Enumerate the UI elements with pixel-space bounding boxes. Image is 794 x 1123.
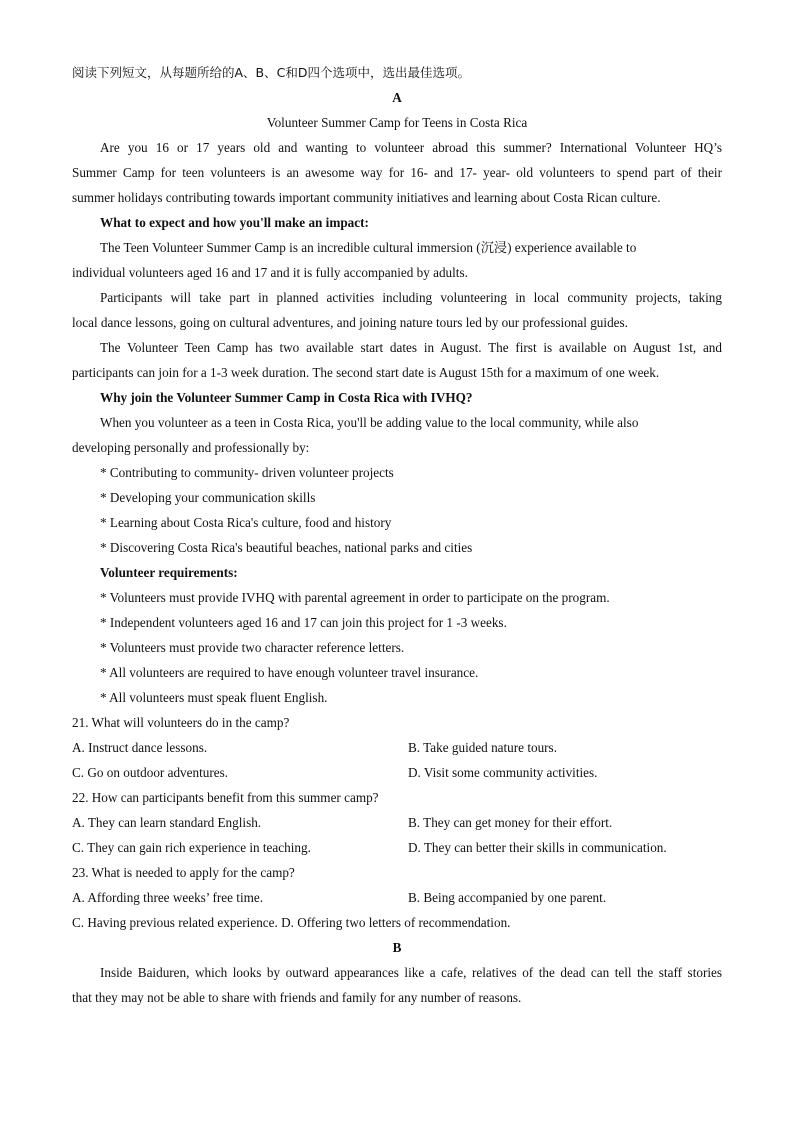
option-b: B. They can get money for their effort. (408, 815, 613, 830)
why-paragraph (72, 410, 722, 460)
heading-expect: What to expect and how you'll make an impact: (100, 215, 369, 230)
paragraph-line: developing personally and professionally by: (72, 440, 310, 455)
option-d: D. Visit some community activities. (408, 765, 598, 780)
expect-paragraph-1 (72, 235, 722, 285)
question-stem: 23. What is needed to apply for the camp? (72, 865, 295, 880)
bullet-item: * Developing your communication skills (100, 490, 316, 505)
heading-why: Why join the Volunteer Summer Camp in Costa Rica with IVHQ? (100, 390, 473, 405)
question-21 (72, 710, 722, 785)
requirement-item: * All volunteers are required to have enough volunteer travel insurance. (100, 665, 479, 680)
instruction: 阅读下列短文，从每题所给的A、B、C和D四个选项中，选出最佳选项。 (72, 65, 470, 80)
requirement-item: * Independent volunteers aged 16 and 17 can join this project for 1 -3 weeks. (100, 615, 507, 630)
options-c-d: C. Having previous related experience. D. Offering two letters of recommendation. (72, 915, 511, 930)
paragraph-line: The Volunteer Teen Camp has two available start dates in August. The first is available on August 1st, and (100, 340, 722, 355)
option-a: A. Affording three weeks’ free time. (72, 890, 264, 905)
passage-a-title: Volunteer Summer Camp for Teens in Costa Rica (266, 115, 528, 130)
question-23 (72, 860, 722, 935)
intro-line: Summer Camp for teen volunteers is an awesome way for 16- and 17- year- old volunteers to spend part of their (72, 165, 722, 180)
question-stem: 21. What will volunteers do in the camp? (72, 715, 290, 730)
paragraph-line: The Teen Volunteer Summer Camp is an incredible cultural immersion (沉浸) experience available to (100, 240, 637, 255)
bullet-item: * Discovering Costa Rica's beautiful beaches, national parks and cities (100, 540, 473, 555)
option-a: A. They can learn standard English. (72, 815, 262, 830)
option-a: A. Instruct dance lessons. (72, 740, 208, 755)
section-b-label: B (392, 940, 402, 955)
expect-paragraph-3 (72, 335, 722, 385)
paragraph-line: that they may not be able to share with friends and family for any number of reasons. (72, 990, 522, 1005)
option-d: D. They can better their skills in communication. (408, 840, 667, 855)
expect-paragraph-2 (72, 285, 722, 335)
option-c: C. They can gain rich experience in teaching. (72, 840, 311, 855)
intro-line: Are you 16 or 17 years old and wanting to volunteer abroad this summer? International Volunteer HQ’s (100, 140, 722, 155)
question-stem: 22. How can participants benefit from this summer camp? (72, 790, 379, 805)
option-b: B. Take guided nature tours. (408, 740, 557, 755)
document-page (72, 60, 722, 1010)
requirement-item: * Volunteers must provide two character reference letters. (100, 640, 405, 655)
question-22 (72, 785, 722, 860)
section-a-label: A (392, 90, 402, 105)
requirement-item: * Volunteers must provide IVHQ with parental agreement in order to participate on the program. (100, 590, 610, 605)
why-bullet-list (72, 460, 722, 560)
requirement-item: * All volunteers must speak fluent English. (100, 690, 328, 705)
heading-requirements: Volunteer requirements: (100, 565, 238, 580)
paragraph-line: local dance lessons, going on cultural adventures, and joining nature tours led by our professional guides. (72, 315, 628, 330)
option-b: B. Being accompanied by one parent. (408, 890, 607, 905)
paragraph-line: individual volunteers aged 16 and 17 and it is fully accompanied by adults. (72, 265, 468, 280)
bullet-item: * Contributing to community- driven volunteer projects (100, 465, 394, 480)
intro-paragraph (72, 135, 722, 210)
passage-b-paragraph-1 (72, 960, 722, 1010)
intro-line: summer holidays contributing towards important community initiatives and learning about Costa Rican culture. (72, 190, 661, 205)
paragraph-line: participants can join for a 1-3 week duration. The second start date is August 15th for a maximum of one week. (72, 365, 660, 380)
requirements-list (72, 585, 722, 710)
paragraph-line: When you volunteer as a teen in Costa Rica, you'll be adding value to the local community, while also (100, 415, 639, 430)
bullet-item: * Learning about Costa Rica's culture, food and history (100, 515, 392, 530)
paragraph-line: Participants will take part in planned activities including volunteering in local community projects, taking (100, 290, 722, 305)
paragraph-line: Inside Baiduren, which looks by outward appearances like a cafe, relatives of the dead can tell the staff stories (100, 965, 722, 980)
option-c: C. Go on outdoor adventures. (72, 765, 229, 780)
